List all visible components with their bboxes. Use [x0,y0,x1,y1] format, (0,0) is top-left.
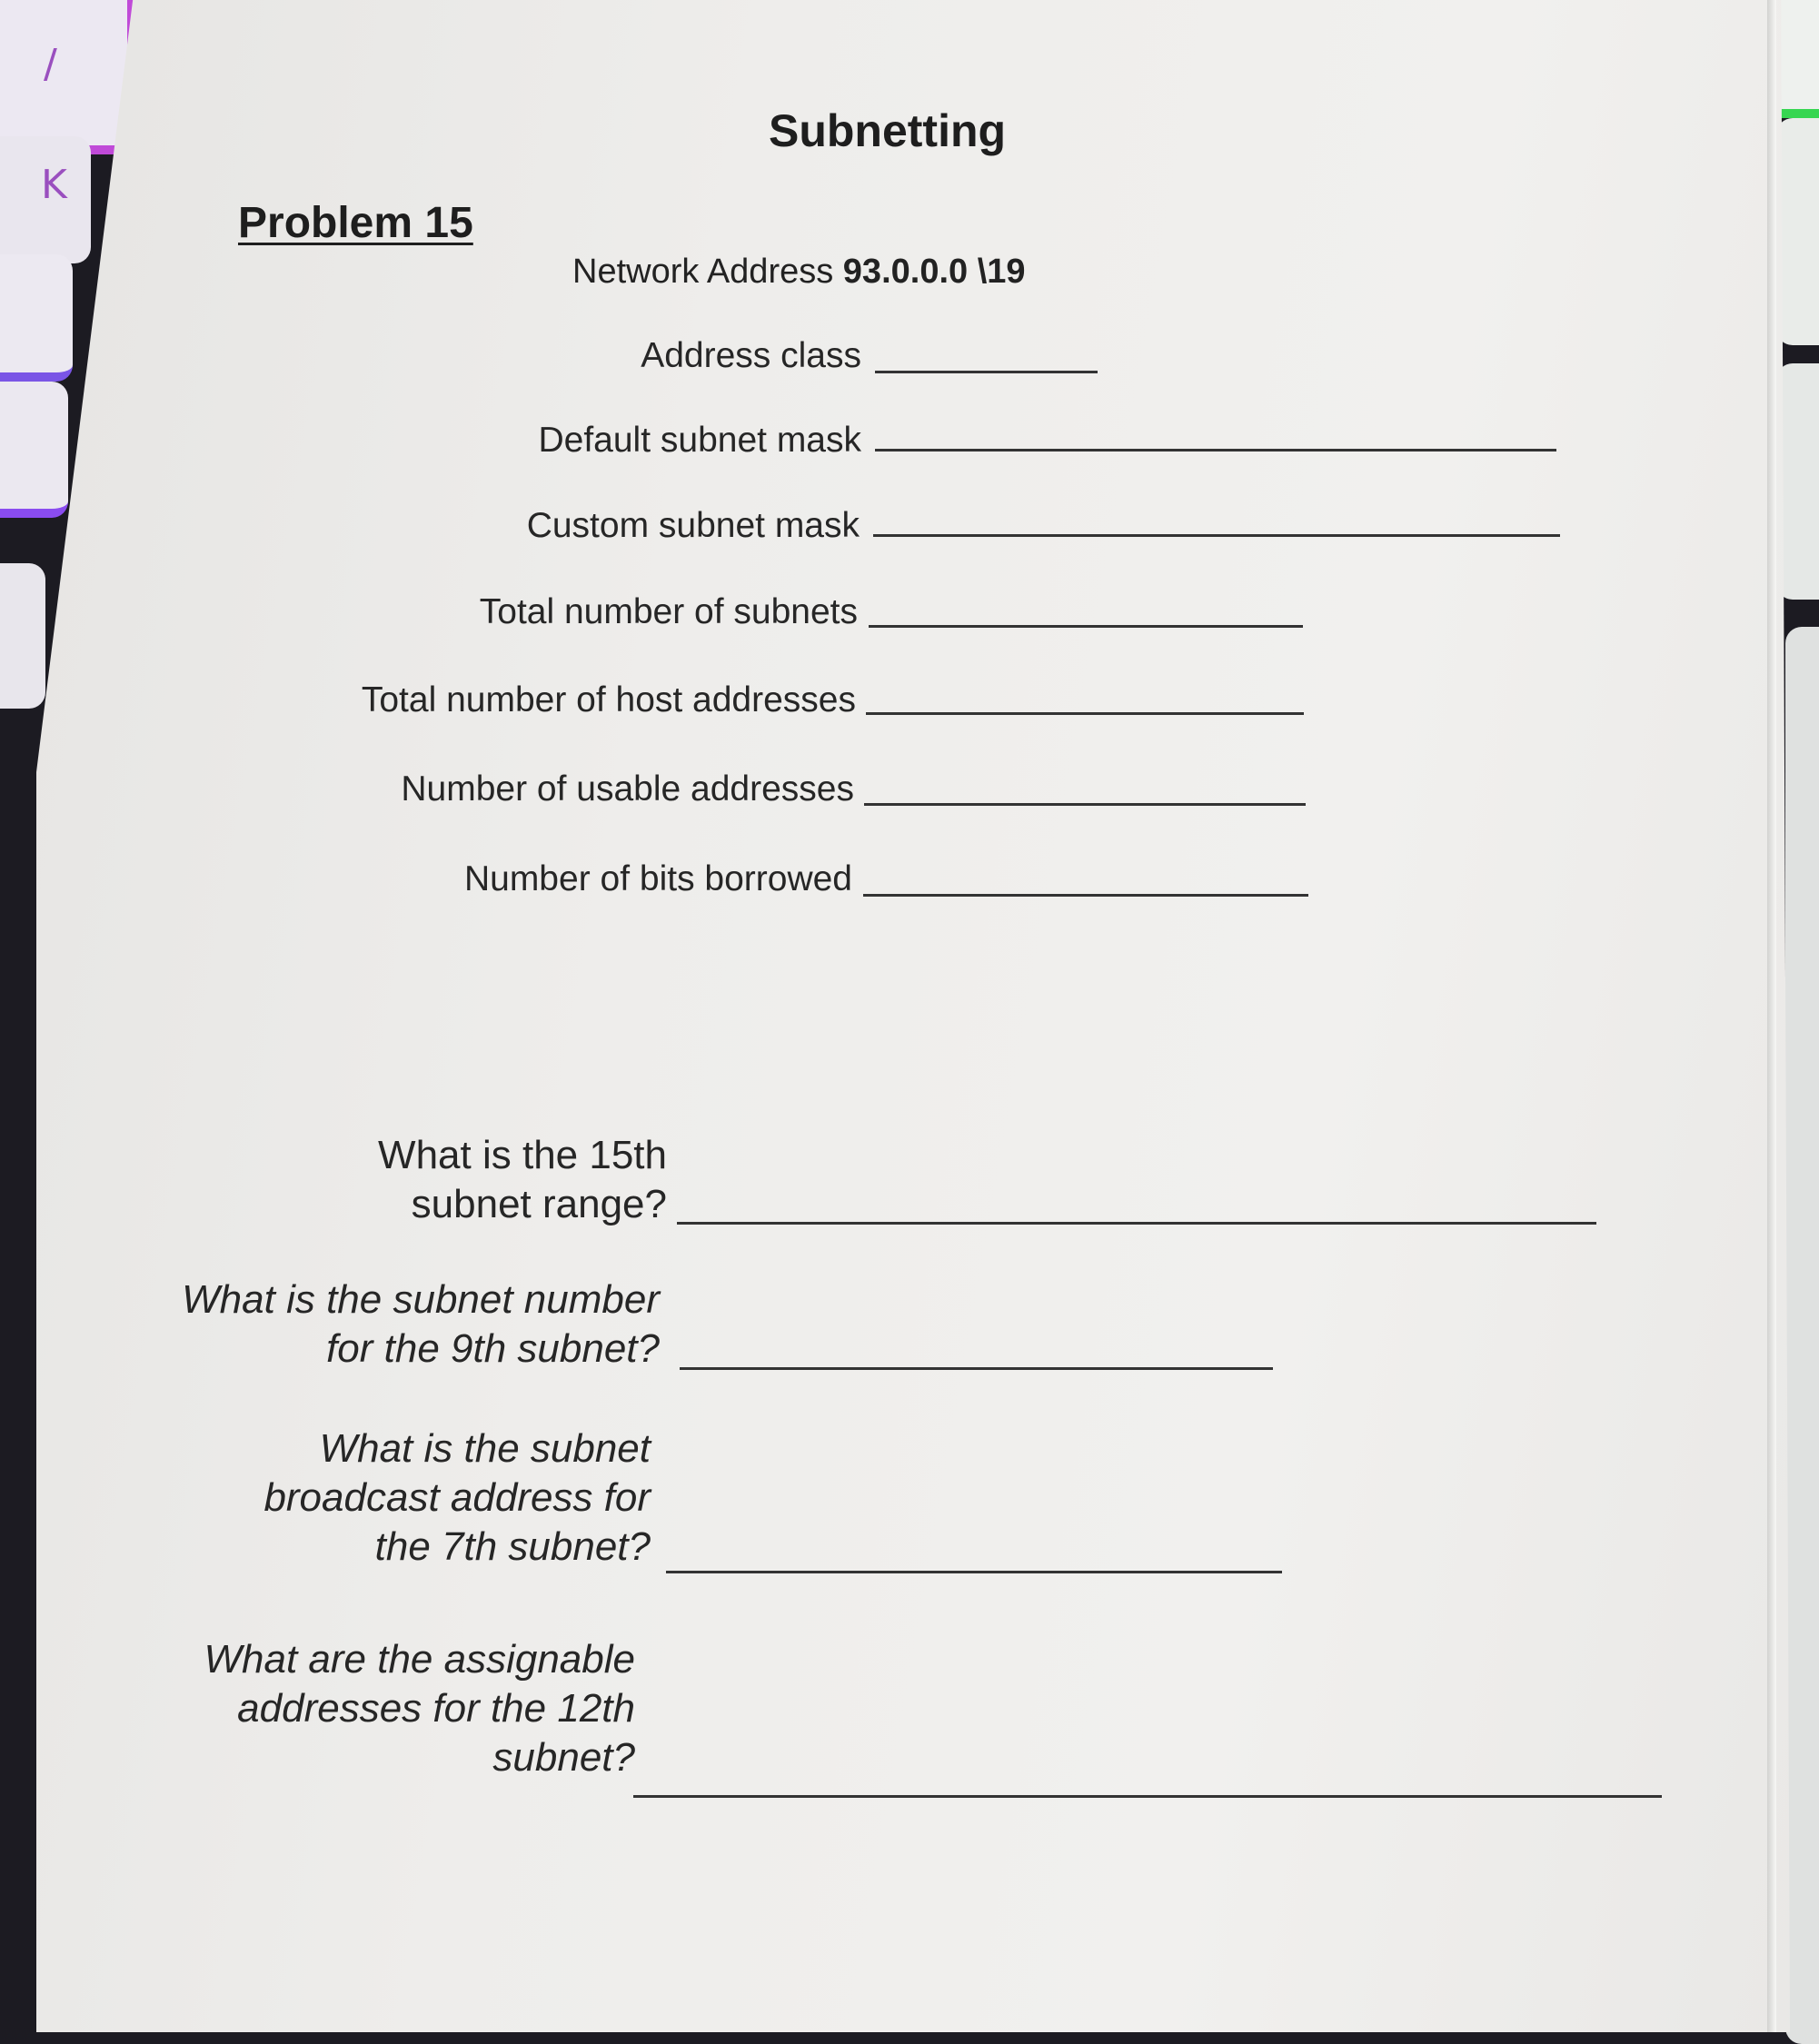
question-line: What is the subnet [319,1426,651,1471]
field-custom-subnet-mask [0,506,860,548]
keyboard-key [0,0,136,154]
answer-blank-custom-subnet-mask[interactable] [873,534,1560,537]
question-9th-subnet-number [182,1275,660,1374]
question-line: for the 9th subnet? [326,1326,660,1371]
key-glyph-slash: / [44,41,57,87]
answer-blank-total-host-addresses[interactable] [866,712,1304,715]
page-title: Subnetting [769,105,1007,156]
answer-blank-default-subnet-mask[interactable] [875,449,1556,451]
question-line: What are the assignable [204,1637,635,1682]
field-label: Number of usable addresses [401,769,854,809]
field-label: Total number of host addresses [361,680,856,719]
network-address [572,253,1026,292]
question-line: broadcast address for [263,1475,651,1520]
question-line: the 7th subnet? [374,1524,651,1569]
page-edge [1767,0,1776,2032]
question-line: subnet range? [411,1182,667,1226]
question-line: subnet? [492,1735,635,1780]
field-default-subnet-mask [0,421,861,462]
answer-blank-bits-borrowed[interactable] [863,894,1308,897]
field-label: Number of bits borrowed [463,859,852,898]
question-line: addresses for the 12th [237,1686,635,1731]
problem-heading: Problem 15 [238,199,473,247]
question-line: What is the 15th [378,1133,667,1177]
answer-blank-12th-subnet-assignable[interactable] [633,1795,1662,1798]
field-total-subnets [0,592,858,634]
keyboard-key [1776,118,1819,345]
field-label: Default subnet mask [538,421,861,460]
field-label: Address class [641,336,861,375]
field-usable-addresses [0,769,854,811]
field-address-class [0,336,861,378]
answer-blank-address-class[interactable] [875,371,1098,373]
field-bits-borrowed [0,859,852,901]
question-7th-subnet-broadcast [263,1424,651,1572]
field-total-host-addresses [0,680,856,722]
question-12th-subnet-assignable [204,1635,635,1782]
network-address-value: 93.0.0.0 \19 [842,253,1026,291]
keyboard-key [1785,627,1819,2044]
answer-blank-total-subnets[interactable] [869,625,1303,628]
key-glyph-k: K [41,162,67,208]
question-line: What is the subnet number [182,1277,660,1322]
field-label: Custom subnet mask [526,506,860,545]
answer-blank-usable-addresses[interactable] [864,803,1306,806]
answer-blank-15th-subnet-range[interactable] [677,1222,1596,1225]
answer-blank-7th-subnet-broadcast[interactable] [666,1571,1282,1573]
answer-blank-9th-subnet-number[interactable] [680,1367,1273,1370]
network-address-label: Network Address [572,253,834,291]
question-15th-subnet-range [378,1131,667,1229]
field-label: Total number of subnets [479,592,858,631]
